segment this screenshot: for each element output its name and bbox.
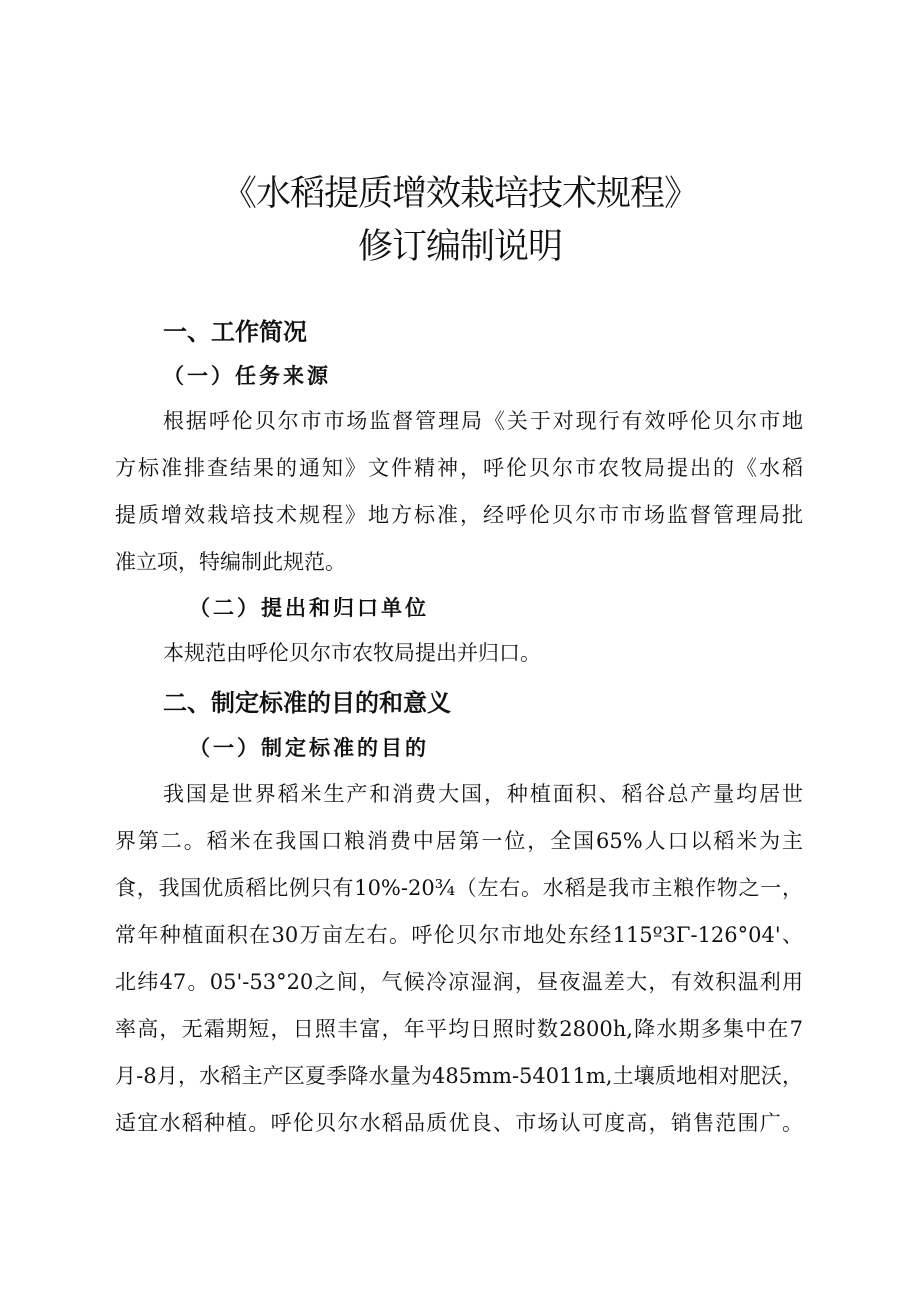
section-2-1-heading: （一）制定标准的目的 (189, 735, 429, 760)
paragraph-line: 我国是世界稻米生产和消费大国，种植面积、稻谷总产量均居世 (163, 782, 803, 806)
paragraph-line: 适宜水稻种植。呼伦贝尔水稻品质优良、市场认可度高，销售范围广。 (115, 1111, 803, 1135)
paragraph-line: 食，我国优质稻比例只有10%-20¾（左右。水稻是我市主粮作物之一， (115, 876, 803, 900)
document-title: 《水稻提质增效栽培技术规程》 (221, 174, 698, 214)
paragraph-line: 根据呼伦贝尔市市场监督管理局《关于对现行有效呼伦贝尔市地 (163, 409, 803, 433)
paragraph-line: 界第二。稻米在我国口粮消费中居第一位，全国65%人口以稻米为主 (115, 829, 803, 853)
document-subtitle: 修订编制说明 (357, 227, 562, 267)
section-1-2-heading: （二）提出和归口单位 (189, 595, 429, 620)
paragraph-line: 方标准排查结果的通知》文件精神，呼伦贝尔市农牧局提出的《水稻 (115, 456, 803, 480)
paragraph-line: 常年种植面积在30万亩左右。呼伦贝尔市地处东经115º3Γ-126°04'、 (115, 923, 803, 947)
section-1-heading: 一、工作简况 (163, 318, 307, 346)
paragraph-line: 提质增效栽培技术规程》地方标准，经呼伦贝尔市市场监督管理局批 (115, 503, 803, 527)
paragraph-line: 月-8月，水稻主产区夏季降水量为485mm-54011m,土壤质地相对肥沃， (115, 1064, 803, 1088)
paragraph-line: 北纬47。05'-53°20之间，气候冷凉湿润，昼夜温差大，有效积温利用 (115, 970, 803, 994)
section-2-heading: 二、制定标准的目的和意义 (163, 689, 451, 717)
section-1-1-heading: （一）任务来源 (163, 363, 331, 388)
paragraph-line: 本规范由呼伦贝尔市农牧局提出并归口。 (163, 641, 541, 665)
paragraph-line: 准立项，特编制此规范。 (115, 550, 346, 574)
paragraph-line: 率高，无霜期短，日照丰富，年平均日照时数2800h,降水期多集中在7 (115, 1017, 803, 1041)
